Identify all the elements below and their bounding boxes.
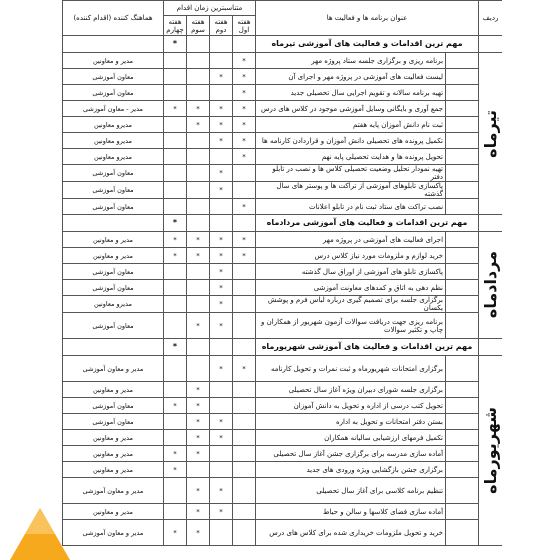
activity-cell: تهیه نمودار تحلیل وضعیت تحصیلی کلاس ها و نصب در تابلو دفتر	[256, 165, 446, 182]
week-4-cell	[164, 382, 187, 398]
week-1-cell	[233, 313, 256, 339]
week-4-cell: *	[164, 101, 187, 117]
week-4-cell	[164, 356, 187, 382]
week-1-cell	[233, 264, 256, 280]
section-week-cell	[233, 36, 256, 53]
week-4-cell	[164, 69, 187, 85]
coordinator-cell: مدیرو معاونین	[63, 296, 164, 313]
week-3-cell: *	[187, 382, 210, 398]
row-number-cell	[446, 414, 479, 430]
week-2-cell	[210, 53, 233, 69]
week-4-cell	[164, 478, 187, 504]
coordinator-cell: مدیر و معاونین	[63, 430, 164, 446]
section-week-cell	[233, 215, 256, 232]
row-number-cell	[446, 69, 479, 85]
corner-decoration	[0, 490, 70, 560]
row-number-cell	[446, 232, 479, 248]
week-3-cell: *	[187, 446, 210, 462]
week-2-cell: *	[210, 232, 233, 248]
table-row	[63, 504, 503, 520]
week-3-cell	[187, 356, 210, 382]
coordinator-cell: معاون آموزشی	[63, 414, 164, 430]
week-3-header: هفته سوم	[187, 16, 210, 36]
week-1-cell	[233, 462, 256, 478]
coordinator-cell: معاون آموزشی	[63, 264, 164, 280]
schedule-sheet	[62, 0, 502, 560]
row-number-header: ردیف	[479, 1, 502, 36]
coordinator-cell: معاون آموزشی	[63, 85, 164, 101]
week-2-cell: *	[210, 264, 233, 280]
coordinator-cell: مدیر و معاونین	[63, 382, 164, 398]
week-2-cell: *	[210, 182, 233, 199]
section-heading-row	[63, 339, 503, 356]
coordinator-cell: معاون آموزشی	[63, 199, 164, 215]
row-number-cell	[446, 296, 479, 313]
table-row	[63, 53, 503, 69]
section-week-cell	[210, 215, 233, 232]
row-number-cell	[446, 248, 479, 264]
table-row	[63, 382, 503, 398]
coordinator-cell: مدیر و معاونین	[63, 504, 164, 520]
table-row	[63, 248, 503, 264]
week-1-cell: *	[233, 69, 256, 85]
section-week-cell	[210, 339, 233, 356]
activity-schedule-table	[62, 0, 502, 546]
week-4-header: هفته چهارم	[164, 16, 187, 36]
row-number-cell	[446, 264, 479, 280]
activity-cell: ثبت نام دانش آموزان پایه هفتم	[256, 117, 446, 133]
week-3-cell: *	[187, 101, 210, 117]
section-week-cell	[187, 339, 210, 356]
activity-cell: تنظیم برنامه کلاسی برای آغاز سال تحصیلی	[256, 478, 446, 504]
week-4-cell	[164, 149, 187, 165]
week-3-cell: *	[187, 117, 210, 133]
coordinator-cell: مدیر - معاون آموزشی	[63, 101, 164, 117]
row-number-cell	[446, 280, 479, 296]
week-4-cell: *	[164, 520, 187, 546]
activity-cell: آماده سازی مدرسه برای برگزاری جشن آغاز سال تحصیلی	[256, 446, 446, 462]
week-3-cell	[187, 85, 210, 101]
section-week-cell: *	[164, 339, 187, 356]
week-3-cell	[187, 133, 210, 149]
week-3-cell: *	[187, 313, 210, 339]
table-row	[63, 85, 503, 101]
week-1-cell: *	[233, 133, 256, 149]
activity-cell: خرید و تحویل ملزومات خریداری شده برای کلاس های درس	[256, 520, 446, 546]
week-2-cell: *	[210, 414, 233, 430]
activity-cell: نصب تراکت های ستاد ثبت نام در تابلو اعلانات	[256, 199, 446, 215]
week-4-cell	[164, 313, 187, 339]
week-2-cell	[210, 446, 233, 462]
week-2-cell	[210, 462, 233, 478]
row-number-cell	[446, 430, 479, 446]
coordinator-header: هماهنگ کننده (اقدام کننده)	[63, 1, 164, 36]
table-row	[63, 398, 503, 414]
row-number-cell	[446, 199, 479, 215]
week-1-cell	[233, 478, 256, 504]
week-4-cell	[164, 199, 187, 215]
row-number-cell	[446, 398, 479, 414]
table-row	[63, 414, 503, 430]
activity-cell: بستن دفتر امتحانات و تحویل به اداره	[256, 414, 446, 430]
week-4-cell	[164, 165, 187, 182]
coordinator-cell: مدیر و معاونین	[63, 232, 164, 248]
week-2-cell: *	[210, 504, 233, 520]
week-4-cell: *	[164, 398, 187, 414]
table-row	[63, 313, 503, 339]
row-number-cell	[446, 462, 479, 478]
row-number-cell	[446, 382, 479, 398]
week-4-cell	[164, 182, 187, 199]
week-2-cell	[210, 398, 233, 414]
week-1-cell	[233, 280, 256, 296]
table-row	[63, 430, 503, 446]
week-4-cell: *	[164, 462, 187, 478]
month-label: شهریورماه	[480, 407, 500, 494]
week-1-cell	[233, 165, 256, 182]
coordinator-cell: مدیر و معاونین	[63, 53, 164, 69]
week-2-cell	[210, 199, 233, 215]
week-2-cell: *	[210, 296, 233, 313]
week-2-cell	[210, 149, 233, 165]
week-1-cell: *	[233, 356, 256, 382]
activity-cell: برگزاری امتحانات شهریورماه و ثبت نمرات و تحویل کارنامه	[256, 356, 446, 382]
week-1-cell: *	[233, 199, 256, 215]
week-3-cell	[187, 182, 210, 199]
coordinator-cell: معاون آموزشی	[63, 165, 164, 182]
week-4-cell	[164, 53, 187, 69]
row-number-cell	[446, 504, 479, 520]
week-1-cell: *	[233, 149, 256, 165]
table-row	[63, 101, 503, 117]
week-3-cell: *	[187, 430, 210, 446]
week-3-cell: *	[187, 504, 210, 520]
week-3-cell: *	[187, 414, 210, 430]
activity-cell: خرید لوازم و ملزومات مورد نیاز کلاس درس	[256, 248, 446, 264]
coordinator-cell: مدیر و معاونین	[63, 446, 164, 462]
week-3-cell	[187, 165, 210, 182]
coordinator-cell: مدیرو معاونین	[63, 149, 164, 165]
week-1-cell: *	[233, 101, 256, 117]
week-2-cell: *	[210, 478, 233, 504]
month-label-cell	[479, 232, 502, 339]
week-1-header: هفته اول	[233, 16, 256, 36]
week-2-cell: *	[210, 69, 233, 85]
week-4-cell	[164, 414, 187, 430]
week-3-cell: *	[187, 398, 210, 414]
schedule-body	[63, 36, 503, 546]
section-week-cell	[187, 36, 210, 53]
row-number-cell	[446, 313, 479, 339]
row-number-cell	[446, 182, 479, 199]
row-number-cell	[446, 85, 479, 101]
coordinator-cell: مدیرو معاونین	[63, 117, 164, 133]
week-4-cell	[164, 264, 187, 280]
row-number-cell	[446, 165, 479, 182]
activity-cell: نظم دهی به اتاق و کمدهای معاونت آموزشی	[256, 280, 446, 296]
week-3-cell	[187, 69, 210, 85]
table-row	[63, 520, 503, 546]
activity-cell: آماده سازی فضای کلاسها و سالن و حیاط	[256, 504, 446, 520]
table-row	[63, 232, 503, 248]
week-2-cell: *	[210, 133, 233, 149]
week-2-cell: *	[210, 356, 233, 382]
week-1-cell	[233, 398, 256, 414]
activity-cell: لیست فعالیت های آموزشی در پروژه مهر و اجرای آن	[256, 69, 446, 85]
coordinator-cell: مدیرو معاونین	[63, 133, 164, 149]
week-1-cell: *	[233, 248, 256, 264]
table-row	[63, 280, 503, 296]
table-row	[63, 69, 503, 85]
section-coordinator-cell	[63, 36, 164, 53]
week-1-cell	[233, 382, 256, 398]
week-3-cell	[187, 53, 210, 69]
week-4-cell	[164, 85, 187, 101]
section-title: مهم ترین اقدامات و فعالیت های آموزشی تیرماه	[256, 36, 479, 53]
section-heading-row	[63, 215, 503, 232]
coordinator-cell: مدیر و معاون آموزشی	[63, 356, 164, 382]
week-2-cell: *	[210, 117, 233, 133]
activity-cell: جمع آوری و بایگانی وسایل آموزشی موجود در کلاس های درس	[256, 101, 446, 117]
activity-cell: برگزاری جشن بازگشایی ویژه ورودی های جدید	[256, 462, 446, 478]
activity-cell: تکمیل فرمهای ارزشیابی سالیانه همکاران	[256, 430, 446, 446]
week-1-cell	[233, 430, 256, 446]
week-2-cell: *	[210, 280, 233, 296]
activity-header: عنوان برنامه ها و فعالیت ها	[256, 1, 479, 36]
week-3-cell: *	[187, 232, 210, 248]
week-3-cell	[187, 199, 210, 215]
section-week-cell	[233, 339, 256, 356]
activity-cell: برگزاری جلسه شورای دبیران ویژه آغاز سال تحصیلی	[256, 382, 446, 398]
section-heading-row	[63, 36, 503, 53]
table-row	[63, 462, 503, 478]
table-row	[63, 478, 503, 504]
section-coordinator-cell	[63, 215, 164, 232]
month-label-cell	[479, 53, 502, 215]
table-row	[63, 356, 503, 382]
week-3-cell: *	[187, 520, 210, 546]
coordinator-cell: معاون آموزشی	[63, 280, 164, 296]
section-week-cell: *	[164, 36, 187, 53]
timing-header: متناسبترین زمان اقدام	[164, 1, 256, 16]
coordinator-cell: معاون آموزشی	[63, 182, 164, 199]
week-1-cell: *	[233, 85, 256, 101]
week-1-cell	[233, 182, 256, 199]
week-1-cell: *	[233, 232, 256, 248]
week-4-cell	[164, 430, 187, 446]
week-1-cell: *	[233, 53, 256, 69]
table-row	[63, 165, 503, 182]
coordinator-cell: معاون آموزشی	[63, 398, 164, 414]
activity-cell: تحویل کتب درسی از اداره و تحویل به دانش آموزان	[256, 398, 446, 414]
week-1-cell	[233, 414, 256, 430]
week-3-cell: *	[187, 248, 210, 264]
week-1-cell	[233, 504, 256, 520]
week-1-cell	[233, 520, 256, 546]
week-2-cell: *	[210, 248, 233, 264]
row-number-cell	[446, 446, 479, 462]
coordinator-cell: مدیر و معاون آموزشی	[63, 520, 164, 546]
week-4-cell	[164, 504, 187, 520]
week-4-cell: *	[164, 232, 187, 248]
section-spacer-cell	[479, 36, 502, 53]
coordinator-cell: معاون آموزشی	[63, 313, 164, 339]
week-3-cell	[187, 296, 210, 313]
week-2-cell: *	[210, 101, 233, 117]
row-number-cell	[446, 117, 479, 133]
week-3-cell: *	[187, 478, 210, 504]
week-2-cell	[210, 520, 233, 546]
row-number-cell	[446, 520, 479, 546]
row-number-cell	[446, 101, 479, 117]
coordinator-cell: مدیر و معاونین	[63, 462, 164, 478]
week-3-cell	[187, 149, 210, 165]
table-row	[63, 446, 503, 462]
week-3-cell	[187, 462, 210, 478]
section-title: مهم ترین اقدامات و فعالیت های آموزشی مردادماه	[256, 215, 479, 232]
row-number-cell	[446, 53, 479, 69]
table-row	[63, 182, 503, 199]
week-1-cell: *	[233, 117, 256, 133]
month-label: تیرماه	[480, 109, 500, 158]
row-number-cell	[446, 149, 479, 165]
week-4-cell	[164, 280, 187, 296]
section-coordinator-cell	[63, 339, 164, 356]
week-3-cell	[187, 264, 210, 280]
activity-cell: تحویل پرونده ها و هدایت تحصیلی پایه نهم	[256, 149, 446, 165]
activity-cell: برنامه ریزی جهت دریافت سوالات آزمون شهریور از همکاران و چاپ و تکثیر سوالات	[256, 313, 446, 339]
section-spacer-cell	[479, 339, 502, 356]
week-2-cell	[210, 382, 233, 398]
table-row	[63, 117, 503, 133]
table-row	[63, 133, 503, 149]
row-number-cell	[446, 356, 479, 382]
week-4-cell	[164, 296, 187, 313]
row-number-cell	[446, 478, 479, 504]
week-2-cell	[210, 85, 233, 101]
section-week-cell: *	[164, 215, 187, 232]
week-3-cell	[187, 280, 210, 296]
activity-cell: اجرای فعالیت های آموزشی در پروژه مهر	[256, 232, 446, 248]
table-row	[63, 199, 503, 215]
month-label: مردادماه	[480, 251, 500, 319]
week-4-cell	[164, 133, 187, 149]
week-1-cell	[233, 296, 256, 313]
activity-cell: برگزاری جلسه برای تصمیم گیری درباره لباس فرم و پوشش یکسان	[256, 296, 446, 313]
activity-cell: برنامه ریزی و برگزاری جلسه ستاد پروژه مهر	[256, 53, 446, 69]
section-week-cell	[210, 36, 233, 53]
week-2-header: هفته دوم	[210, 16, 233, 36]
activity-cell: تهیه برنامه سالانه و تقویم اجرایی سال تحصیلی جدید	[256, 85, 446, 101]
week-4-cell	[164, 117, 187, 133]
coordinator-cell: مدیر و معاونین	[63, 248, 164, 264]
section-title: مهم ترین اقدامات و فعالیت های آموزشی شهریورماه	[256, 339, 479, 356]
table-row	[63, 296, 503, 313]
row-number-cell	[446, 133, 479, 149]
month-label-cell	[479, 356, 502, 546]
section-week-cell	[187, 215, 210, 232]
section-spacer-cell	[479, 215, 502, 232]
table-row	[63, 264, 503, 280]
activity-cell: پاکسازی تابلوهای آموزشی از تراکت ها و پوستر های سال گذشته	[256, 182, 446, 199]
week-1-cell	[233, 446, 256, 462]
coordinator-cell: معاون آموزشی	[63, 69, 164, 85]
coordinator-cell: مدیر و معاون آموزشی	[63, 478, 164, 504]
activity-cell: تکمیل پرونده های تحصیلی دانش آموزان و قراردادن کارنامه ها	[256, 133, 446, 149]
week-4-cell: *	[164, 446, 187, 462]
table-row	[63, 149, 503, 165]
week-2-cell: *	[210, 165, 233, 182]
week-4-cell: *	[164, 248, 187, 264]
activity-cell: پاکسازی تابلو های آموزشی از اوراق سال گذشته	[256, 264, 446, 280]
week-2-cell: *	[210, 430, 233, 446]
week-2-cell: *	[210, 313, 233, 339]
